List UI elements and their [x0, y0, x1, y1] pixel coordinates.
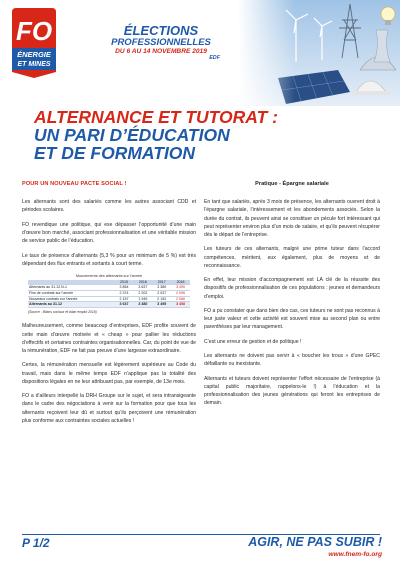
table-cell: 2 066	[171, 296, 190, 302]
table-cell: 2 157	[115, 296, 134, 302]
table-caption: Mouvements des alternants sur l’année	[75, 274, 143, 279]
election-company: EDF	[209, 54, 220, 61]
table-row-label: Alternants au 31.12.N-1	[28, 285, 115, 291]
table-header-cell: 2015	[115, 280, 134, 285]
right-section-heading: Pratique - Épargne salariale	[255, 181, 329, 187]
table-row-label: Alternants au 31.12	[28, 302, 115, 308]
table-cell: 3 854	[115, 285, 134, 291]
alternants-table-block	[28, 274, 190, 316]
right-paragraph-1: En tant que salariés, après 3 mois de présence, les alternants ouvrent droit à l’épargne salariale, l’intéressement et les abondements associés. Selon la durée du contrat, ils peuvent ainsi se constituer un pécule fort intéressant qui peut représenter environ plus d’un mois de salaire, et qu’ils peuvent récupérer dès le départ de l’entreprise.	[204, 199, 380, 239]
table-cell: 3 637	[115, 302, 134, 308]
election-block	[96, 24, 226, 61]
title-line-3: ET DE FORMATION	[34, 143, 196, 163]
election-dates: DU 6 AU 14 NOVEMBRE 2019	[115, 47, 207, 55]
table-header-cell: 2016	[133, 280, 152, 285]
left-section-heading: POUR UN NOUVEAU PACTE SOCIAL !	[22, 181, 127, 187]
logo-sub2: ET MINES	[17, 61, 51, 68]
left-column	[22, 180, 196, 431]
left-paragraph-5: Certes, la rémunération mensuelle est légèrement supérieure au Code du travail, mais dans le même temps EDF n’applique pas la totalité des dispositions légales en ne leur attribuant pas, par exemple, de 13e mois.	[22, 362, 196, 385]
right-paragraph-7: Alternants et tuteurs doivent représenter l’effort nécessaire de l’entreprise (à capital public majoritaire, rappelons-le !) à l’éducation et la professionnalisation des jeunes générations qui feront les entreprises de demain.	[204, 375, 380, 407]
right-paragraph-4: FO a pu constater que dans bien des cas, ces tuteurs ne sont pas reconnus à leur juste valeur et cette activité est souvent mise au second plan ou entre parenthèses par leur management.	[204, 308, 380, 331]
page-number: P 1/2	[22, 536, 50, 550]
table-cell: 2 374	[115, 290, 134, 296]
right-paragraph-6: Les alternants ne doivent pas servir à « boucher les trous » d’une GPEC défaillante ou inexistante.	[204, 353, 380, 368]
table-cell: 1 945	[133, 296, 152, 302]
table-cell: 3 490	[171, 285, 190, 291]
table-cell: 3 380	[152, 285, 171, 291]
right-paragraph-2: Les tuteurs de ces alternants, malgré une prime tuteur dans l’accord compétences, méritent, eux également, plus de moyens et de reconnaissance.	[204, 246, 380, 269]
table-cell: 3 495	[152, 302, 171, 308]
footer-slogan: AGIR, NE PAS SUBIR !	[248, 535, 382, 549]
table-cell: 3 380	[133, 302, 152, 308]
right-column	[204, 180, 380, 414]
fo-energie-logo	[8, 6, 58, 80]
left-paragraph-3: Le taux de présence d’alternants (5,3 % pour un minimum de 5 %) est très dépendant des flux entrants et sortants à court terme.	[22, 252, 196, 267]
table-cell: 2 202	[133, 290, 152, 296]
left-paragraph-6: FO a d’ailleurs interpellé la DRH Groupe sur le sujet, et sera intransigeante dans le cadre des négociations à venir sur la formation pour que tous les alternants reçoivent leur dû et surtout qu’ils perçoivent une rémunération plus conforme aux contraintes sociales actuelles !	[22, 393, 196, 424]
alternants-table	[28, 274, 190, 308]
right-paragraph-3: En effet, leur mission d’accompagnement est LA clé de la réussite des dispositifs de professionnalisation de ces populations : jeunes et demandeurs d’emploi.	[204, 277, 380, 300]
table-header-cell: 2018	[171, 280, 190, 285]
table-row-label: Fins de contrats sur l’année	[28, 290, 115, 296]
table-header-cell: 2017	[152, 280, 171, 285]
table-row-label: Nouveaux contrats sur l’année	[28, 296, 115, 302]
right-paragraph-5: C’est une erreur de gestion et de politique !	[204, 338, 302, 345]
website-link[interactable]: www.fnem-fo.org	[328, 551, 382, 558]
left-paragraph-2: FO revendique une politique, qui ese dépasser l’opportunité d’une main d’œuvre bon marché, associant professionnalisation et une véritable mission de service public de l’éducation.	[22, 221, 196, 245]
table-cell: 2 037	[152, 290, 171, 296]
table-cell: 2 152	[152, 296, 171, 302]
left-paragraph-1: Les alternants sont des salariés comme les autres associant CDD et périodes scolaires.	[22, 199, 196, 214]
left-paragraph-4: Malheureusement, comme beaucoup d’entreprises, EDF profite souvent de cette main d’œuvre motivée et « cheap » pour pallier les réductions d’effectifs et certaines contraintes organisationnelles. Car, du point de vue de la rémunération, EDF ne fait pas preuve d’une largesse extraordinaire.	[22, 323, 196, 355]
page-title	[34, 108, 394, 162]
logo-text: FO	[15, 16, 53, 46]
logo-sub1: ÉNERGIE	[17, 50, 51, 59]
table-source: (Source : Bilans sociaux et bilan emploi 2018)	[28, 310, 97, 315]
table-cell: 3 637	[133, 285, 152, 291]
title-line-2: UN PARI D’ÉDUCATION	[34, 125, 230, 145]
table-cell: 2 096	[171, 290, 190, 296]
table-row	[28, 302, 190, 308]
table-cell: 3 458	[171, 302, 190, 308]
energy-banner-image	[238, 0, 400, 106]
title-line-1: ALTERNANCE ET TUTORAT :	[34, 107, 279, 127]
election-title: ÉLECTIONS	[123, 23, 199, 38]
election-subtitle: PROFESSIONNELLES	[111, 36, 211, 48]
